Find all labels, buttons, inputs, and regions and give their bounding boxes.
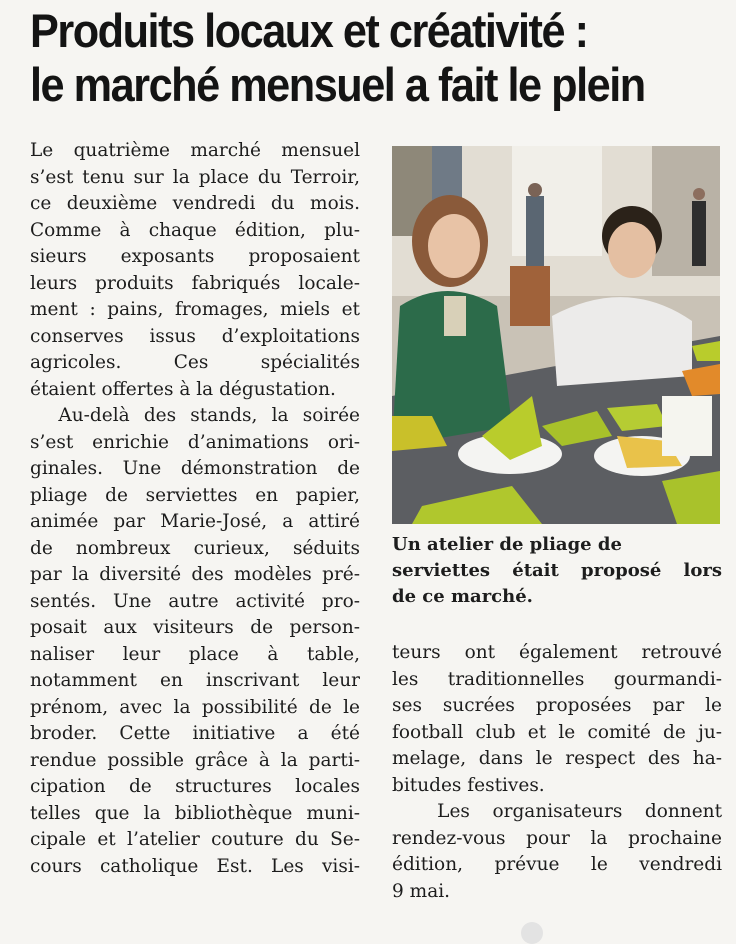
body-line: ce deuxième vendredi du mois. (30, 193, 360, 214)
body-line: les traditionnelles gourmandi- (392, 668, 722, 690)
body-line: rendue possible grâce à la parti- (30, 749, 360, 771)
body-line: sentés. Une autre activité pro- (30, 590, 360, 612)
body-line: édition, prévue le vendredi (392, 854, 722, 875)
body-line: telles que la bibliothèque muni- (30, 802, 360, 824)
body-line: cipation de structures locales (30, 776, 360, 797)
body-line: ses sucrées proposées par le (392, 695, 722, 716)
page-marker-dot (521, 922, 543, 944)
body-line: broder. Cette initiative a été (30, 723, 360, 744)
headline-line-1: Produits locaux et créativité : (30, 4, 588, 57)
headline (30, 4, 674, 112)
body-line: étaient offertes à la dégustation. (30, 378, 336, 400)
caption-line: de ce marché. (392, 586, 533, 607)
body-line: football club et le comité de ju- (392, 721, 722, 743)
article-column-left (30, 138, 360, 880)
napkin-folding-photo-illustration (392, 146, 720, 524)
body-line: naliser leur place à table, (30, 643, 360, 665)
body-line: agricoles. Ces spécialités (30, 352, 360, 373)
body-line: ginales. Une démonstration de (30, 458, 360, 479)
body-line: ment : pains, fromages, miels et (30, 299, 360, 320)
body-line: Comme à chaque édition, plu- (30, 219, 360, 241)
body-line: bitudes festives. (392, 774, 545, 796)
body-line: animée par Marie-José, a attiré (30, 511, 360, 532)
body-line: notamment en inscrivant leur (30, 670, 360, 691)
body-line: prénom, avec la possibilité de le (30, 696, 360, 718)
body-line: de nombreux curieux, séduits (30, 537, 360, 559)
body-line: Le quatrième marché mensuel (30, 140, 360, 161)
body-line: par la diversité des modèles pré- (30, 564, 360, 585)
article-column-right (392, 640, 722, 905)
body-line: melage, dans le respect des ha- (392, 748, 722, 769)
body-line: pliage de serviettes en papier, (30, 484, 360, 506)
headline-line-2: le marché mensuel a fait le plein (30, 58, 645, 111)
body-line: Les organisateurs donnent (392, 801, 722, 822)
body-line: s’est enrichie d’animations ori- (30, 431, 360, 453)
article-photo (392, 146, 720, 524)
body-line: leurs produits fabriqués locale- (30, 272, 360, 294)
body-line: teurs ont également retrouvé (392, 642, 722, 663)
body-line: 9 mai. (392, 880, 451, 902)
body-line: conserves issus d’exploitations (30, 325, 360, 347)
caption-line: serviettes était proposé lors (392, 560, 722, 581)
caption-line: Un atelier de pliage de (392, 534, 622, 555)
body-line: s’est tenu sur la place du Terroir, (30, 166, 360, 188)
body-line: cipale et l’atelier couture du Se- (30, 829, 360, 850)
body-line: sieurs exposants proposaient (30, 246, 360, 267)
photo-caption (392, 532, 722, 610)
body-line: Au-delà des stands, la soirée (30, 405, 360, 426)
body-line: cours catholique Est. Les visi- (30, 855, 360, 877)
body-line: rendez-vous pour la prochaine (392, 827, 722, 849)
body-line: posait aux visiteurs de person- (30, 617, 360, 638)
